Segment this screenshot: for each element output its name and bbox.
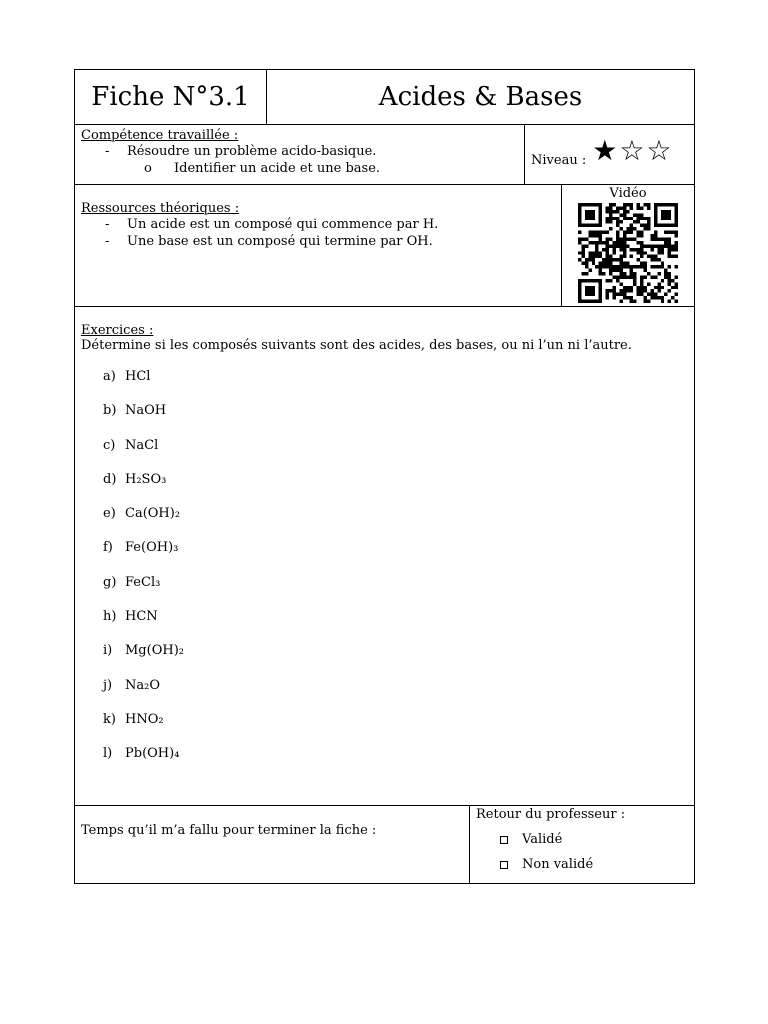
exercise-formula: HNO₂: [125, 711, 164, 727]
competence-row: [75, 125, 694, 185]
exercise-formula: HCl: [125, 369, 151, 384]
exercise-item: [103, 438, 694, 472]
exercise-list: [81, 369, 694, 781]
exercise-item: [103, 540, 694, 574]
time-section: [75, 806, 470, 884]
time-label: Temps qu’il m’a fallu pour terminer la fiche :: [81, 823, 377, 838]
qr-code-icon[interactable]: [574, 203, 682, 303]
video-label: Vidéo: [609, 186, 647, 201]
exercise-formula: NaCl: [125, 437, 159, 453]
exercise-formula: H₂SO₃: [125, 471, 167, 487]
footer-row: [75, 806, 694, 884]
video-section: [562, 185, 694, 306]
exercise-item: [103, 403, 694, 437]
exercise-letter: l): [103, 746, 113, 762]
exercise-item: [103, 506, 694, 540]
niveau-section: [525, 125, 694, 184]
exercise-letter: f): [103, 540, 113, 556]
exercise-letter: b): [103, 403, 117, 419]
checkbox-icon[interactable]: [500, 861, 508, 869]
exercise-item: [103, 575, 694, 609]
exercise-letter: i): [103, 643, 113, 659]
option-non-valide[interactable]: Non validé: [500, 857, 694, 872]
ressources-row: [75, 185, 694, 307]
exercise-letter: j): [103, 677, 113, 693]
fiche-number: Fiche N°3.1: [75, 70, 267, 124]
retour-section: [470, 806, 694, 884]
exercise-formula: NaOH: [125, 403, 167, 419]
exercise-formula: HCN: [125, 609, 158, 625]
header-row: [75, 70, 694, 125]
option-valide[interactable]: Validé: [500, 832, 694, 847]
exercise-item: [103, 746, 694, 780]
retour-label: Retour du professeur :: [476, 807, 626, 822]
ressource-item: - Une base est un composé qui termine par OH.: [105, 234, 433, 249]
exercise-item: [103, 472, 694, 506]
checkbox-icon[interactable]: [500, 836, 508, 844]
exercise-item: [103, 678, 694, 712]
exercise-letter: h): [103, 609, 117, 625]
exercices-row: [75, 307, 694, 806]
competence-subitem: o Identifier un acide et une base.: [144, 161, 381, 176]
star-rating-icon: ★☆☆: [592, 134, 674, 167]
exercise-formula: Pb(OH)₄: [125, 746, 180, 762]
competence-section: [75, 125, 525, 184]
exercise-letter: e): [103, 506, 116, 522]
worksheet: [74, 69, 695, 884]
exercise-letter: k): [103, 711, 116, 727]
exercise-letter: a): [103, 369, 116, 384]
exercise-item: [103, 643, 694, 677]
exercise-formula: Ca(OH)₂: [125, 506, 181, 522]
exercise-item: [103, 712, 694, 746]
competence-label: Compétence travaillée :: [81, 128, 239, 143]
exercise-item: [103, 609, 694, 643]
ressource-item: - Un acide est un composé qui commence par H.: [105, 217, 439, 232]
ressources-label: Ressources théoriques :: [81, 201, 240, 216]
exercise-letter: d): [103, 471, 117, 487]
exercise-formula: Na₂O: [125, 677, 160, 693]
exercices-instruction: Détermine si les composés suivants sont des acides, des bases, ou ni l’un ni l’autre.: [81, 338, 632, 353]
exercise-item: [103, 369, 694, 403]
worksheet-title: Acides & Bases: [378, 82, 583, 112]
exercices-label: Exercices :: [81, 323, 154, 338]
exercise-letter: g): [103, 574, 117, 590]
exercise-letter: c): [103, 437, 116, 453]
exercise-formula: Fe(OH)₃: [125, 540, 179, 556]
exercices-section: [75, 307, 694, 805]
ressources-section: [75, 185, 562, 306]
exercise-formula: FeCl₃: [125, 574, 161, 590]
niveau-label: Niveau :: [531, 153, 587, 168]
exercise-formula: Mg(OH)₂: [125, 643, 184, 659]
competence-item: - Résoudre un problème acido-basique.: [105, 144, 377, 159]
